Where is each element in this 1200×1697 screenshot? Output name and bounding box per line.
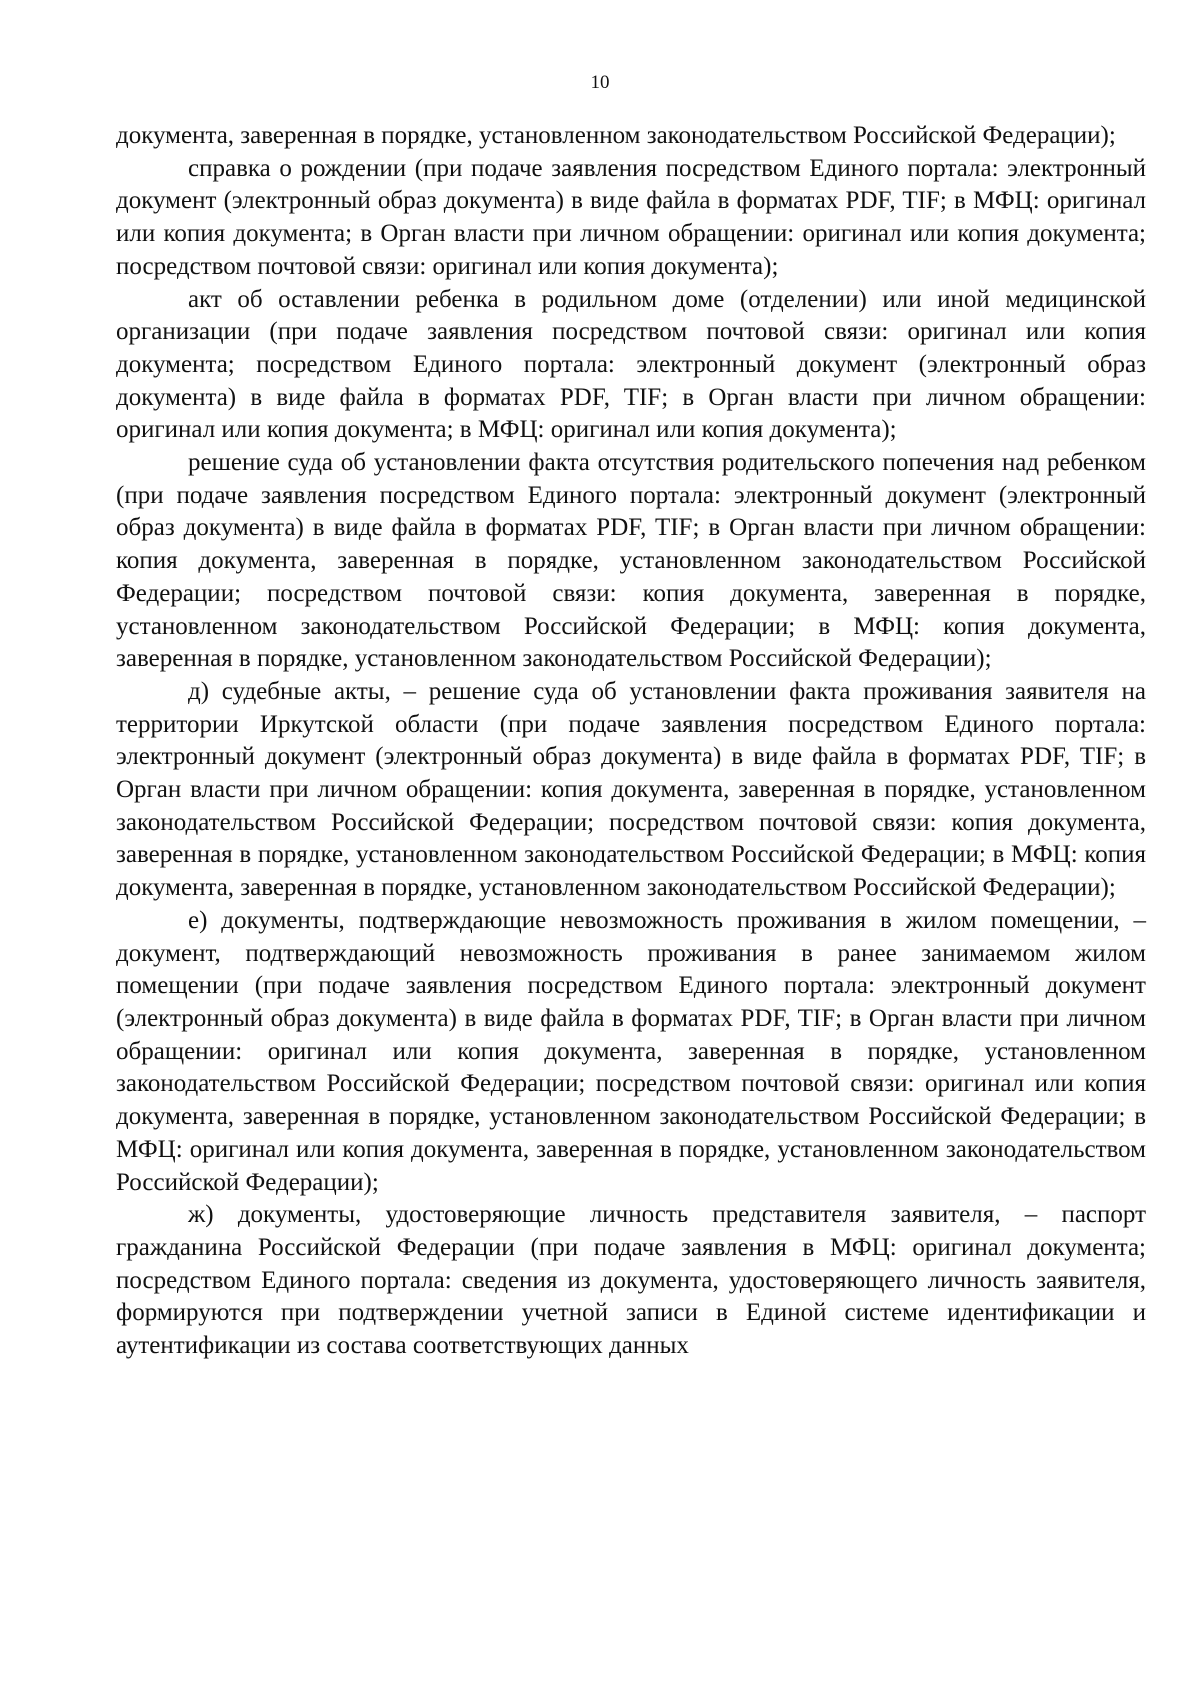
paragraph-birth-certificate: справка о рождении (при подаче заявления посредством Единого портала: электронный документ (электронный образ документа) в виде файла в форматах PDF, TIF; в МФЦ: оригинал или копия документа; в Орган власти при личном обращении: оригинал или копия документа; посредством почтовой связи: оригинал или копия документа); [116,154,1146,280]
paragraph-item-d-court-acts: д) судебные акты, – решение суда об установлении факта проживания заявителя на территории Иркутской области (при подаче заявления посредством Единого портала: электронный документ (электронный образ документа) в виде файла в форматах PDF, TIF; в Орган власти при личном обращении: копия документа, заверенная в порядке, установленном законодательством Российской Федерации; посредством почтовой связи: копия документа, заверенная в порядке, установленном законодательством Российской Федерации; в МФЦ: копия документа, заверенная в порядке, установленном законодательством Российской Федерации); [116,677,1146,902]
paragraph-abandonment-act: акт об оставлении ребенка в родильном доме (отделении) или иной медицинской организации (при подаче заявления посредством почтовой связи: оригинал или копия документа; посредством Единого портала: электронный документ (электронный образ документа) в виде файла в форматах PDF, TIF; в Орган власти при личном обращении: оригинал или копия документа; в МФЦ: оригинал или копия документа); [116,285,1146,444]
paragraph-court-decision-parental-care: решение суда об установлении факта отсутствия родительского попечения над ребенком (при подаче заявления посредством Единого портала: электронный документ (электронный образ документа) в виде файла в форматах PDF, TIF; в Орган власти при личном обращении: копия документа, заверенная в порядке, установленном законодательством Российской Федерации; посредством почтовой связи: копия документа, заверенная в порядке, установленном законодательством Российской Федерации; в МФЦ: копия документа, заверенная в порядке, установленном законодательством Российской Федерации); [116,449,1146,673]
paragraph-continuation: документа, заверенная в порядке, установленном законодательством Российской Федерации); [116,122,1116,149]
document-body [116,120,1146,1363]
paragraph-item-e-housing-documents: е) документы, подтверждающие невозможность проживания в жилом помещении, – документ, подтверждающий невозможность проживания в ранее занимаемом жилом помещении (при подаче заявления посредством Единого портала: электронный документ (электронный образ документа) в виде файла в форматах PDF, TIF; в Орган власти при личном обращении: оригинал или копия документа, заверенная в порядке, установленном законодательством Российской Федерации; посредством почтовой связи: оригинал или копия документа, заверенная в порядке, установленном законодательством Российской Федерации; в МФЦ: оригинал или копия документа, заверенная в порядке, установленном законодательством Российской Федерации); [116,906,1146,1196]
paragraph-item-zh-representative-id: ж) документы, удостоверяющие личность представителя заявителя, – паспорт гражданина Российской Федерации (при подаче заявления в МФЦ: оригинал документа; посредством Единого портала: сведения из документа, удостоверяющего личность заявителя, формируются при подтверждении учетной записи в Единой системе идентификации и аутентификации из состава соответствующих данных [116,1201,1146,1360]
page-number: 10 [590,72,610,93]
